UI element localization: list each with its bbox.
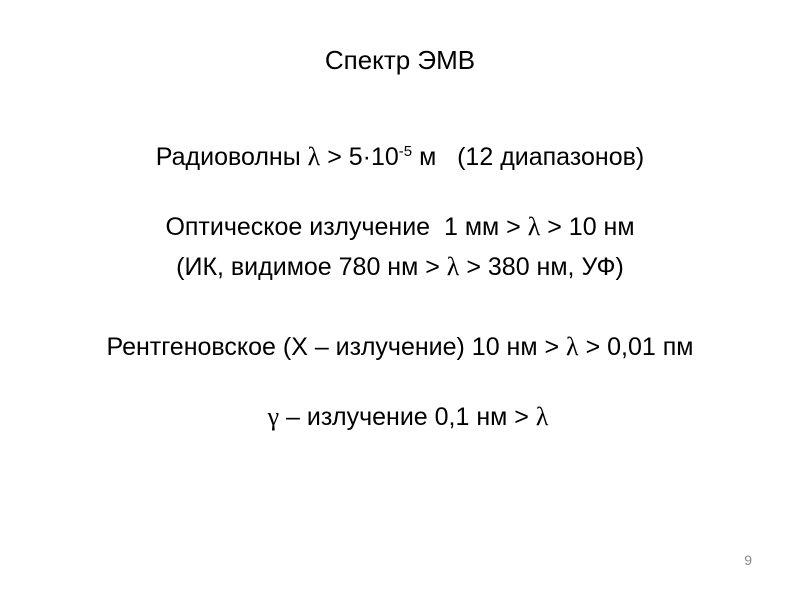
visible-range-line [0,251,800,283]
optical-radiation-prefix: Оптическое излучение 1 мм > [165,213,528,241]
lambda-symbol: λ [566,332,579,361]
lambda-symbol: λ [446,252,460,281]
xray-line [0,331,800,363]
xray-prefix: Рентгеновское (X – излучение) 10 нм > [106,333,567,361]
optical-radiation-suffix: > 10 нм [540,213,635,241]
exponent: -5 [398,143,413,160]
xray-suffix: > 0,01 пм [578,333,694,361]
visible-range-suffix: > 380 нм, УФ) [459,253,624,281]
radio-waves-line [0,141,800,173]
gamma-text: – излучение 0,1 нм > [279,403,536,431]
lambda-symbol: λ [307,142,321,171]
gamma-symbol: γ [267,402,280,431]
page-number: 9 [744,552,752,568]
slide-title: Спектр ЭМВ [324,45,476,75]
radio-waves-prefix: Радиоволны [155,143,308,171]
radio-waves-value: > 5·10 [320,143,399,171]
lambda-symbol: λ [527,212,541,241]
lambda-symbol: λ [535,402,549,431]
visible-range-prefix: (ИК, видимое 780 нм > [176,253,447,281]
optical-radiation-line [0,211,800,243]
radio-waves-suffix: м (12 диапазонов) [412,143,645,171]
gamma-line [8,401,800,433]
